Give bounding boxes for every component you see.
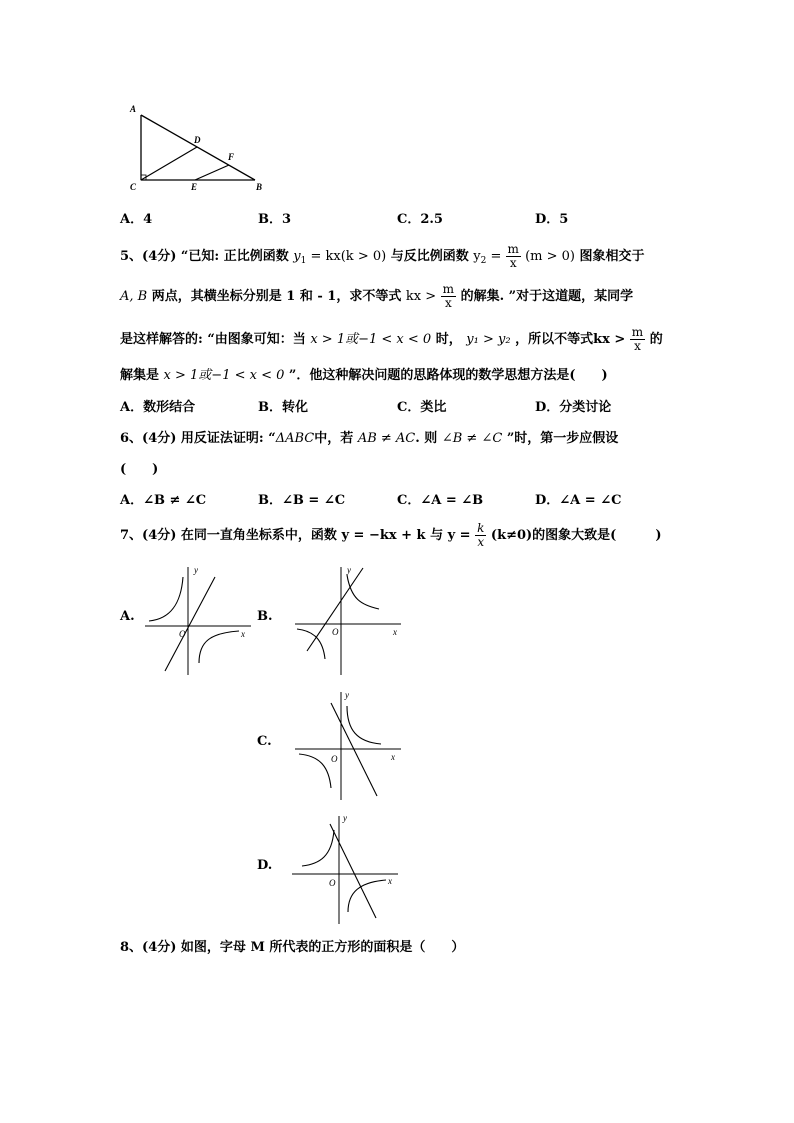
q5-option-a[interactable]: A．数形结合 — [120, 400, 196, 415]
graph-b[interactable] — [293, 563, 405, 678]
label-B: B — [256, 182, 263, 192]
graph-c[interactable] — [293, 688, 405, 803]
q6-paren: ( ) — [120, 462, 159, 477]
svg-text:x: x — [241, 629, 245, 639]
q5-option-c[interactable]: C．类比 — [397, 400, 447, 415]
graph-d[interactable] — [290, 812, 402, 927]
q4-option-c[interactable]: C．2.5 — [397, 212, 443, 227]
svg-text:x: x — [393, 627, 397, 637]
q4-option-d[interactable]: D．5 — [535, 212, 569, 227]
svg-text:O: O — [331, 754, 338, 764]
q4-option-b[interactable]: B．3 — [258, 212, 292, 227]
q7-label-b[interactable]: B. — [257, 609, 273, 624]
label-C: C — [130, 182, 137, 192]
q7-label-d[interactable]: D. — [257, 858, 273, 873]
q5-option-d[interactable]: D．分类讨论 — [535, 400, 612, 415]
q5-line-2: A, B 两点，其横坐标分别是 1 和 - 1，求不等式 kx > $\frac{m}{x}$ 的解集. ”对于这道题，某同学 — [120, 282, 634, 310]
svg-text:O: O — [332, 627, 339, 637]
svg-text:O: O — [179, 629, 186, 639]
label-D: D — [194, 135, 201, 145]
q7-line-1: 7、(4分) 在同一直角坐标系中，函数 y = −kx + k 与 y = $\frac{k}{x}$ (k≠0)的图象大致是( ) — [120, 521, 662, 549]
triangle-figure — [125, 100, 275, 195]
svg-text:y: y — [343, 813, 347, 823]
q7-label-a[interactable]: A. — [120, 609, 135, 624]
svg-text:O: O — [329, 878, 336, 888]
graph-a[interactable] — [143, 563, 255, 678]
label-F: F — [228, 152, 235, 162]
svg-text:y: y — [347, 565, 351, 575]
q6-option-a[interactable]: A．∠B ≠ ∠C — [120, 493, 207, 508]
q5-line-1: 5、(4分) “已知: 正比例函数 $y_1 = kx(k > 0)$ 与反比例函数 $y_2$ = $\frac{m}{x}$ (m > 0) 图象相交于 — [120, 242, 645, 270]
q6-line-1: 6、(4分) 用反证法证明: “ΔABC中，若 AB ≠ AC. 则 ∠B ≠ ∠C ”时，第一步应假设 — [120, 431, 619, 446]
q6-option-b[interactable]: B．∠B = ∠C — [258, 493, 346, 508]
svg-text:y: y — [345, 690, 349, 700]
label-E: E — [191, 182, 198, 192]
q5-option-b[interactable]: B．转化 — [258, 400, 308, 415]
svg-text:x: x — [388, 876, 392, 886]
q6-option-d[interactable]: D．∠A = ∠C — [535, 493, 622, 508]
q5-line-4: 解集是 x > 1或−1 < x < 0 ”．他这种解决问题的思路体现的数学思想方法是( ) — [120, 368, 608, 383]
q4-option-a[interactable]: A．4 — [120, 212, 153, 227]
svg-text:x: x — [391, 752, 395, 762]
q8-line-1: 8、(4分) 如图，字母 M 所代表的正方形的面积是（ ） — [120, 940, 465, 955]
q5-line-3: 是这样解答的: “由图象可知：当 x > 1或−1 < x < 0 时， y₁ > y₂ ，所以不等式kx > $\frac{m}{x}$ 的 — [120, 325, 663, 353]
svg-text:y: y — [194, 565, 198, 575]
q6-option-c[interactable]: C．∠A = ∠B — [397, 493, 484, 508]
label-A: A — [130, 104, 137, 114]
q7-label-c[interactable]: C. — [257, 734, 272, 749]
